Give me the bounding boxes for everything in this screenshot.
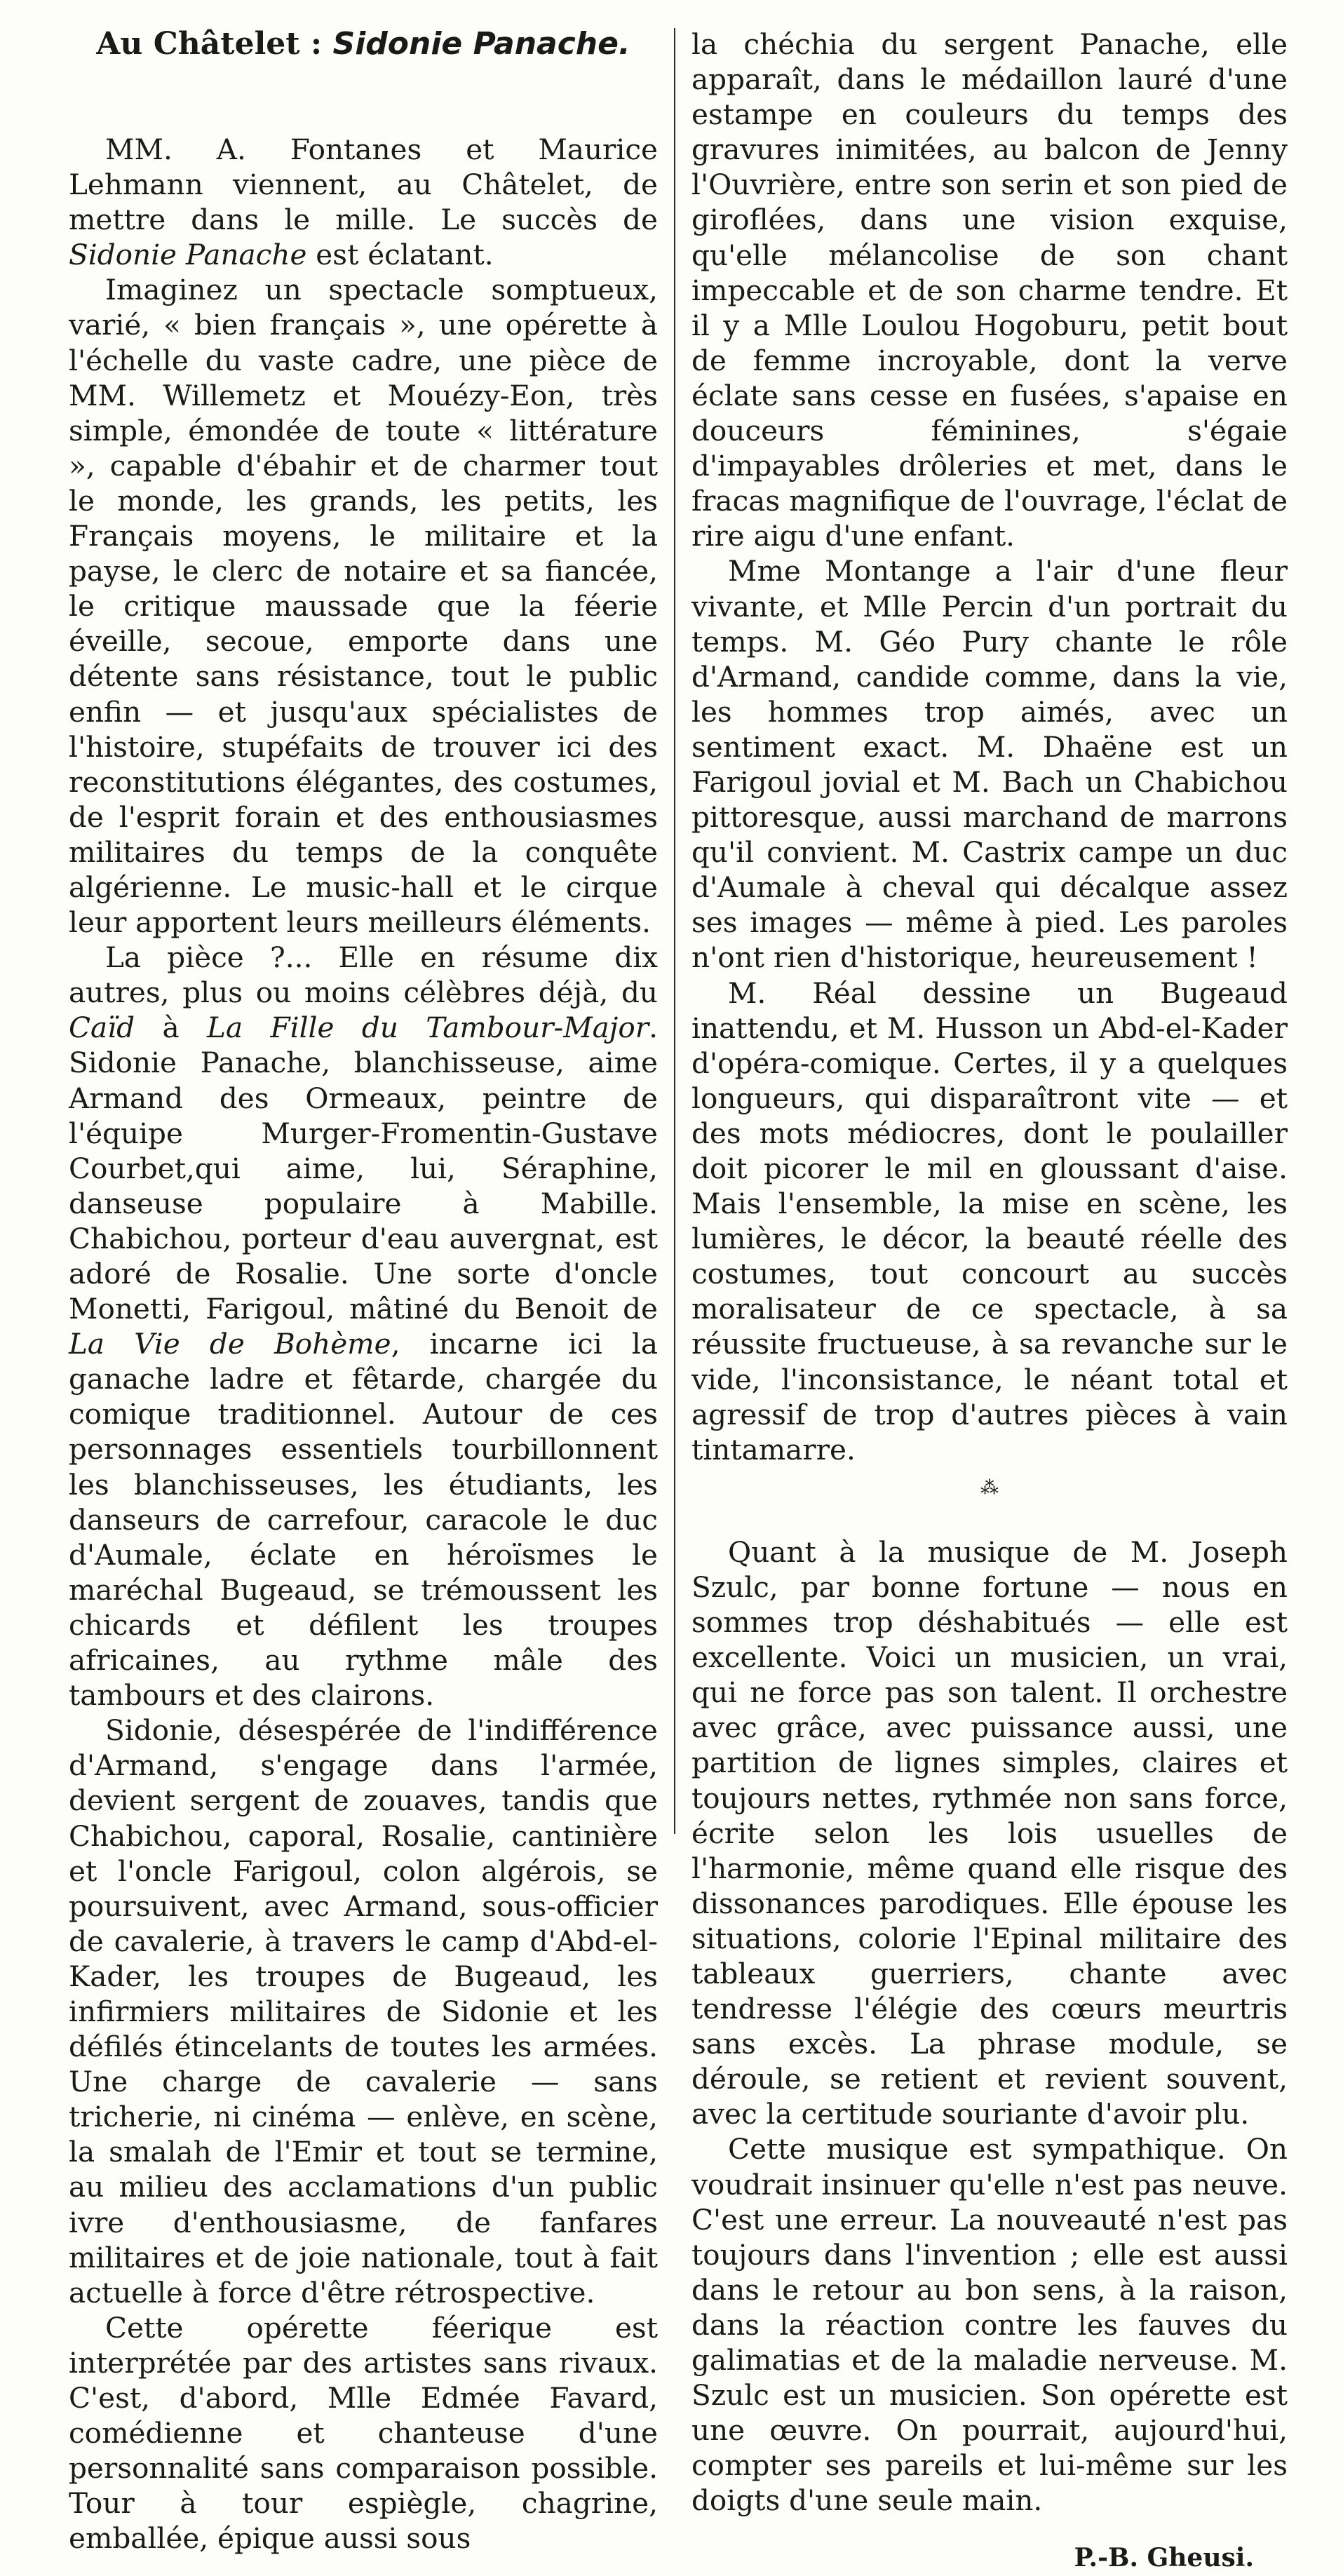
paragraph: Sidonie, désespérée de l'indifférence d'Armand, s'engage dans l'armée, devient sergent de zouaves, tandis que Chabichou, caporal, Rosalie, cantinière et l'oncle Farigoul, colon algérois, se poursuivent, avec Armand, sous-officier de cavalerie, à travers le camp d'Abd-el-Kader, les troupes de Bugeaud, les infirmiers militaires de Sidonie et les défilés étincelants de toutes les armées. Une charge de cavalerie — sans tricherie, ni cinéma — enlève, en scène, la smalah de l'Emir et tout se termine, au milieu des acclamations d'un public ivre d'enthousiasme, de fanfares militaires et de joie nationale, tout à fait actuelle à force d'être rétrospective.	[69, 1713, 658, 2309]
right-column	[691, 27, 1288, 2576]
paragraph: La pièce ?... Elle en résume dix autres, plus ou moins célèbres déjà, du Caïd à La Fille du Tambour-Major. Sidonie Panache, blanchisseuse, aime Armand des Ormeaux, peintre de l'équipe Murger-Fromentin-Gustave Courbet,qui aime, lui, Séraphine, danseuse populaire à Mabille. Chabichou, porteur d'eau auvergnat, est adoré de Rosalie. Une sorte d'oncle Monetti, Farigoul, mâtiné du Benoit de La Vie de Bohème, incarne ici la ganache ladre et fêtarde, chargée du comique traditionnel. Autour de ces personnages essentiels tourbillonnent les blanchisseuses, les étudiants, les danseurs de carrefour, caracole le duc d'Aumale, éclate en héroïsmes le maréchal Bugeaud, se trémoussent les chicards et défilent les troupes africaines, au rythme mâle des tambours et des clairons.	[69, 940, 658, 1713]
section-separator: ⁂	[980, 1477, 999, 1499]
paragraph: M. Réal dessine un Bugeaud inattendu, et M. Husson un Abd-el-Kader d'opéra-comique. Certes, il y a quelques longueurs, qui disparaîtront vite — et des mots médiocres, dont le poulailler doit picorer le mil en gloussant d'aise. Mais l'ensemble, la mise en scène, les lumières, le décor, la beauté réelle des costumes, tout concourt au succès moralisateur de ce spectacle, à sa réussite fructueuse, à sa revanche sur le vide, l'inconsistance, le néant total et agressif de trop d'autres pièces à vain tintamarre.	[691, 976, 1288, 1466]
italic-title: La Fille du Tambour-Major	[207, 1011, 649, 1045]
paragraph: Cette opérette féerique est interprétée par des artistes sans rivaux. C'est, d'abord, Mlle Edmée Favard, comédienne et chanteuse d'une personnalité sans comparaison possible. Tour à tour espiègle, chagrine, emballée, épique aussi sous	[69, 2310, 658, 2556]
paragraph: MM. A. Fontanes et Maurice Lehmann viennent, au Châtelet, de mettre dans le mille. Le succès de Sidonie Panache est éclatant.	[69, 133, 658, 272]
paragraph: Cette musique est sympathique. On voudrait insinuer qu'elle n'est pas neuve. C'est une erreur. La nouveauté n'est pas toujours dans l'invention ; elle est aussi dans le retour au bon sens, à la raison, dans la réaction contre les fauves du galimatias et de la maladie nerveuse. M. Szulc est un musicien. Son opérette est une œuvre. On pourrait, aujourd'hui, compter ses pareils et lui-même sur les doigts d'une seule main.	[691, 2132, 1288, 2518]
italic-title: Caïd	[69, 1011, 135, 1045]
italic-title: La Vie de Bohème	[69, 1327, 391, 1361]
paragraph: la chéchia du sergent Panache, elle apparaît, dans le médaillon lauré d'une estampe en couleurs du temps des gravures inimitées, au balcon de Jenny l'Ouvrière, entre son serin et son pied de giroflées, dans une vision exquise, qu'elle mélancolise de son chant impeccable et de son charme tendre. Et il y a Mlle Loulou Hogoburu, petit bout de femme incroyable, dont la verve éclate sans cesse en fusées, s'apaise en douceurs féminines, s'égaie d'impayables drôleries et met, dans le fracas magnifique de l'ouvrage, l'éclat de rire aigu d'une enfant.	[691, 27, 1288, 553]
paragraph: Mme Montange a l'air d'une fleur vivante, et Mlle Percin d'un portrait du temps. M. Géo Pury chante le rôle d'Armand, candide comme, dans la vie, les hommes trop aimés, avec un sentiment exact. M. Dhaëne est un Farigoul jovial et M. Bach un Chabichou pittoresque, aussi marchand de marrons qu'il convient. M. Castrix campe un duc d'Aumale à cheval qui décalque assez ses images — même à pied. Les paroles n'ont rien d'historique, heureusement !	[691, 554, 1288, 975]
title-show-name: Sidonie Panache.	[332, 26, 630, 62]
article-title	[69, 27, 658, 62]
title-prefix: Au Châtelet :	[96, 26, 323, 62]
author-signature: P.-B. Gheusi.	[1074, 2543, 1254, 2573]
paragraph: Quant à la musique de M. Joseph Szulc, par bonne fortune — nous en sommes trop déshabitués — elle est excellente. Voici un musicien, un vrai, qui ne force pas son talent. Il orchestre avec grâce, avec puissance aussi, une partition de lignes simples, claires et toujours nettes, rythmée non sans force, écrite selon les lois usuelles de l'harmonie, même quand elle risque des dissonances parodiques. Elle épouse les situations, colorie l'Epinal militaire des tableaux guerriers, chante avec tendresse l'élégie des cœurs meurtris sans excès. La phrase module, se déroule, se retient et revient souvent, avec la certitude souriante d'avoir plu.	[691, 1535, 1288, 2131]
paragraph: Imaginez un spectacle somptueux, varié, « bien français », une opérette à l'échelle du vaste cadre, une pièce de MM. Willemetz et Mouézy-Eon, très simple, émondée de toute « littérature », capable d'ébahir et de charmer tout le monde, les grands, les petits, les Français moyens, le militaire et la payse, le clerc de notaire et sa fiancée, le critique maussade que la féerie éveille, secoue, emporte dans une détente sans résistance, tout le public enfin — et jusqu'aux spécialistes de l'histoire, stupéfaits de trouver ici des reconstitutions élégantes, des costumes, de l'esprit forain et des enthousiasmes militaires du temps de la conquête algérienne. Le music-hall et le cirque leur apportent leurs meilleurs éléments.	[69, 273, 658, 940]
column-rule	[674, 28, 675, 1834]
italic-title: Sidonie Panache	[69, 238, 307, 272]
left-column	[69, 27, 658, 2556]
